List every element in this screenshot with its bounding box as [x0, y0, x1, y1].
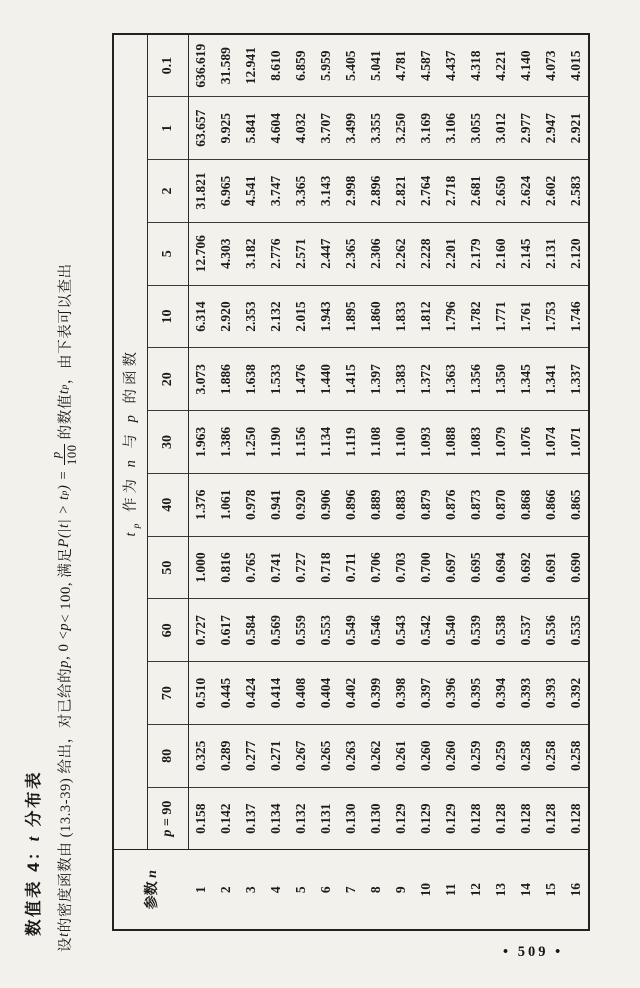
n-row-header: 12	[468, 883, 483, 897]
t-value-cell: 1.250	[239, 411, 264, 474]
t-value-cell: 0.906	[314, 473, 339, 536]
t-value-cell: 1.771	[489, 285, 514, 348]
t-value-cell: 0.261	[389, 724, 414, 787]
t-value-cell: 0.553	[314, 599, 339, 662]
t-value-cell: 0.694	[489, 536, 514, 599]
t-value-cell: 0.543	[389, 599, 414, 662]
t-value-cell: 1.376	[189, 473, 214, 536]
t-value-cell: 1.350	[489, 348, 514, 411]
intro-var-tp-sub: p	[59, 384, 70, 390]
t-value-cell: 4.587	[414, 34, 439, 97]
t-value-cell: 2.132	[264, 285, 289, 348]
t-value-cell: 3.073	[189, 348, 214, 411]
intro-var-p: p	[56, 659, 73, 668]
intro-text: ，由下表可以查出	[58, 263, 75, 385]
t-value-cell: 31.589	[214, 34, 239, 97]
t-distribution-table	[112, 33, 590, 931]
t-value-cell: 1.079	[489, 411, 514, 474]
t-value-cell: 1.476	[289, 348, 314, 411]
intro-var-t: t	[56, 932, 73, 937]
t-value-cell: 0.445	[214, 662, 239, 725]
t-value-cell: 1.074	[539, 411, 564, 474]
t-value-cell: 0.132	[289, 787, 314, 850]
table-row	[389, 34, 414, 930]
t-value-cell: 2.228	[414, 222, 439, 285]
t-value-cell: 1.895	[339, 285, 364, 348]
t-value-cell: 2.977	[514, 97, 539, 160]
t-value-cell: 0.393	[514, 662, 539, 725]
t-value-cell: 0.538	[489, 599, 514, 662]
p-header-row	[148, 34, 189, 930]
t-value-cell: 1.119	[339, 411, 364, 474]
t-value-cell: 0.584	[239, 599, 264, 662]
t-value-cell: 4.073	[539, 34, 564, 97]
t-value-cell: 1.337	[564, 348, 589, 411]
t-value-cell: 0.537	[514, 599, 539, 662]
t-value-cell: 636.619	[189, 34, 214, 97]
t-value-cell: 1.386	[214, 411, 239, 474]
t-value-cell: 2.145	[514, 222, 539, 285]
p-col-header: 2	[148, 160, 189, 223]
t-value-cell: 1.963	[189, 411, 214, 474]
t-value-cell: 0.402	[339, 662, 364, 725]
t-value-cell: 0.692	[514, 536, 539, 599]
t-value-cell: 0.703	[389, 536, 414, 599]
t-value-cell: 0.542	[414, 599, 439, 662]
t-value-cell: 0.889	[364, 473, 389, 536]
t-value-cell: 0.718	[314, 536, 339, 599]
t-value-cell: 2.624	[514, 160, 539, 223]
t-value-cell: 0.536	[539, 599, 564, 662]
table-row	[439, 34, 464, 930]
intro-text: 的密度函数由 (13.3-39) 给出，对已给的	[58, 667, 75, 933]
t-value-cell: 2.353	[239, 285, 264, 348]
t-value-cell: 31.821	[189, 160, 214, 223]
t-value-cell: 0.978	[239, 473, 264, 536]
t-value-cell: 0.404	[314, 662, 339, 725]
t-value-cell: 0.258	[514, 724, 539, 787]
t-value-cell: 0.130	[339, 787, 364, 850]
intro-var-p: p	[56, 622, 73, 631]
t-value-cell: 3.499	[339, 97, 364, 160]
t-value-cell: 4.604	[264, 97, 289, 160]
intro-text: < 100, 满足	[58, 547, 75, 623]
p-col-header: 10	[148, 285, 189, 348]
t-value-cell: 3.355	[364, 97, 389, 160]
t-value-cell: 0.263	[339, 724, 364, 787]
p-col-header: 60	[148, 599, 189, 662]
t-value-cell: 0.393	[539, 662, 564, 725]
t-value-cell: 4.781	[389, 34, 414, 97]
t-value-cell: 2.447	[314, 222, 339, 285]
span-header-text: 的函数	[123, 348, 140, 412]
t-value-cell: 6.965	[214, 160, 239, 223]
table-row	[339, 34, 364, 930]
intro-text: , 0 <	[56, 630, 73, 660]
t-value-cell: 1.886	[214, 348, 239, 411]
t-value-cell: 3.747	[264, 160, 289, 223]
t-value-cell: 0.870	[489, 473, 514, 536]
t-value-cell: 0.128	[539, 787, 564, 850]
t-value-cell: 0.424	[239, 662, 264, 725]
table-row	[489, 34, 514, 930]
span-header-sub: p	[131, 519, 142, 529]
n-row-header: 4	[268, 886, 283, 894]
t-value-cell: 1.076	[514, 411, 539, 474]
t-value-cell: 1.093	[414, 411, 439, 474]
table-row	[264, 34, 289, 930]
t-value-cell: 0.271	[264, 724, 289, 787]
t-value-cell: 5.041	[364, 34, 389, 97]
t-value-cell: 0.128	[514, 787, 539, 850]
n-row-header: 11	[443, 883, 458, 897]
t-value-cell: 0.259	[489, 724, 514, 787]
t-value-cell: 1.397	[364, 348, 389, 411]
t-value-cell: 2.120	[564, 222, 589, 285]
table-title-suffix: 分布表	[25, 770, 43, 835]
t-value-cell: 0.883	[389, 473, 414, 536]
t-value-cell: 0.265	[314, 724, 339, 787]
intro-text: 设	[58, 936, 75, 952]
t-value-cell: 1.383	[389, 348, 414, 411]
t-value-cell: 0.158	[189, 787, 214, 850]
corner-label: 参数	[145, 877, 161, 910]
t-value-cell: 2.015	[289, 285, 314, 348]
table-row	[364, 34, 389, 930]
t-value-cell: 2.998	[339, 160, 364, 223]
t-value-cell: 0.277	[239, 724, 264, 787]
p-col-header: 20	[148, 348, 189, 411]
corner-n-italic: n	[145, 870, 161, 878]
t-value-cell: 0.695	[464, 536, 489, 599]
span-header-tp-function	[113, 34, 148, 850]
n-row-header: 5	[293, 886, 308, 894]
t-value-cell: 2.921	[564, 97, 589, 160]
t-value-cell: 1.638	[239, 348, 264, 411]
t-value-cell: 1.083	[464, 411, 489, 474]
t-value-cell: 6.859	[289, 34, 314, 97]
t-value-cell: 0.697	[439, 536, 464, 599]
t-value-cell: 2.160	[489, 222, 514, 285]
t-value-cell: 0.727	[289, 536, 314, 599]
t-value-cell: 0.727	[189, 599, 214, 662]
t-value-cell: 1.356	[464, 348, 489, 411]
t-value-cell: 0.130	[364, 787, 389, 850]
table-row	[539, 34, 564, 930]
t-value-cell: 1.088	[439, 411, 464, 474]
t-value-cell: 0.711	[339, 536, 364, 599]
t-value-cell: 3.182	[239, 222, 264, 285]
t-value-cell: 0.706	[364, 536, 389, 599]
t-value-cell: 0.258	[539, 724, 564, 787]
corner-header-parameter-n	[113, 850, 189, 930]
t-value-cell: 3.012	[489, 97, 514, 160]
t-value-cell: 4.303	[214, 222, 239, 285]
t-value-cell: 0.267	[289, 724, 314, 787]
p-col-header: p = 90	[148, 787, 189, 850]
t-value-cell: 0.128	[464, 787, 489, 850]
t-value-cell: 0.920	[289, 473, 314, 536]
t-value-cell: 1.190	[264, 411, 289, 474]
t-value-cell: 2.306	[364, 222, 389, 285]
intro-text: 的数值	[58, 394, 75, 440]
t-value-cell: 0.260	[414, 724, 439, 787]
t-value-cell: 0.559	[289, 599, 314, 662]
t-value-cell: 1.134	[314, 411, 339, 474]
t-value-cell: 2.602	[539, 160, 564, 223]
span-header-n: n	[123, 456, 140, 468]
t-value-cell: 0.395	[464, 662, 489, 725]
n-row-header: 14	[518, 883, 533, 897]
t-value-cell: 1.746	[564, 285, 589, 348]
t-value-cell: 4.541	[239, 160, 264, 223]
t-value-cell: 1.796	[439, 285, 464, 348]
table-row	[214, 34, 239, 930]
page-number: • 509 •	[503, 944, 564, 960]
t-value-cell: 0.129	[389, 787, 414, 850]
span-header-text: 与	[123, 422, 140, 457]
t-value-cell: 2.764	[414, 160, 439, 223]
t-value-cell: 63.657	[189, 97, 214, 160]
t-value-cell: 12.941	[239, 34, 264, 97]
intro-paragraph	[50, 263, 80, 952]
t-value-cell: 5.405	[339, 34, 364, 97]
t-value-cell: 0.262	[364, 724, 389, 787]
t-value-cell: 0.868	[514, 473, 539, 536]
t-value-cell: 0.765	[239, 536, 264, 599]
t-value-cell: 0.879	[414, 473, 439, 536]
n-row-header: 8	[368, 886, 383, 894]
t-value-cell: 1.833	[389, 285, 414, 348]
t-value-cell: 1.108	[364, 411, 389, 474]
t-value-cell: 4.140	[514, 34, 539, 97]
t-value-cell: 3.143	[314, 160, 339, 223]
t-value-cell: 3.106	[439, 97, 464, 160]
intro-var-tp: t	[56, 389, 73, 395]
t-value-cell: 1.341	[539, 348, 564, 411]
t-value-cell: 0.941	[264, 473, 289, 536]
span-header-p: p	[123, 411, 140, 423]
t-value-cell: 4.015	[564, 34, 589, 97]
n-row-header: 3	[243, 886, 258, 894]
span-header-t: t	[123, 528, 140, 537]
t-value-cell: 2.920	[214, 285, 239, 348]
n-row-header: 9	[393, 886, 408, 894]
t-value-cell: 6.314	[189, 285, 214, 348]
t-value-cell: 2.262	[389, 222, 414, 285]
t-value-cell: 0.397	[414, 662, 439, 725]
t-value-cell: 1.761	[514, 285, 539, 348]
t-value-cell: 0.128	[564, 787, 589, 850]
t-value-cell: 1.782	[464, 285, 489, 348]
table-row	[514, 34, 539, 930]
table-body	[189, 34, 589, 930]
t-value-cell: 1.372	[414, 348, 439, 411]
p-col-header: 70	[148, 662, 189, 725]
t-value-cell: 4.221	[489, 34, 514, 97]
t-value-cell: 0.873	[464, 473, 489, 536]
n-row-header: 13	[493, 883, 508, 897]
t-value-cell: 0.137	[239, 787, 264, 850]
t-value-cell: 2.681	[464, 160, 489, 223]
span-header-text: 作为	[123, 467, 140, 520]
t-value-cell: 4.437	[439, 34, 464, 97]
t-value-cell: 2.718	[439, 160, 464, 223]
t-value-cell: 0.700	[414, 536, 439, 599]
n-row-header: 2	[218, 886, 233, 894]
span-header-row	[113, 34, 148, 930]
t-value-cell: 0.399	[364, 662, 389, 725]
t-value-cell: 0.546	[364, 599, 389, 662]
fraction-denominator: 100	[64, 444, 79, 465]
t-value-cell: 0.392	[564, 662, 589, 725]
t-value-cell: 0.741	[264, 536, 289, 599]
t-value-cell: 0.549	[339, 599, 364, 662]
p-col-header: 50	[148, 536, 189, 599]
t-value-cell: 4.318	[464, 34, 489, 97]
t-value-cell: 0.142	[214, 787, 239, 850]
n-row-header: 7	[343, 886, 358, 894]
t-value-cell: 0.259	[464, 724, 489, 787]
t-value-cell: 0.896	[339, 473, 364, 536]
table-row	[189, 34, 214, 930]
table-title-prefix: 数值表 4：	[25, 841, 43, 936]
p-over-100-fraction	[50, 444, 80, 465]
t-value-cell: 0.540	[439, 599, 464, 662]
t-value-cell: 5.841	[239, 97, 264, 160]
n-row-header: 6	[318, 886, 333, 894]
table-row	[414, 34, 439, 930]
t-value-cell: 0.569	[264, 599, 289, 662]
t-value-cell: 1.860	[364, 285, 389, 348]
t-value-cell: 0.816	[214, 536, 239, 599]
n-row-header: 16	[567, 883, 583, 897]
t-value-cell: 0.131	[314, 787, 339, 850]
t-value-cell: 0.325	[189, 724, 214, 787]
n-row-header: 15	[543, 883, 558, 897]
fraction-numerator: p	[50, 444, 65, 465]
t-value-cell: 2.179	[464, 222, 489, 285]
t-value-cell: 0.289	[214, 724, 239, 787]
table-row	[314, 34, 339, 930]
t-value-cell: 2.131	[539, 222, 564, 285]
t-value-cell: 1.363	[439, 348, 464, 411]
p-col-header: 5	[148, 222, 189, 285]
t-value-cell: 9.925	[214, 97, 239, 160]
t-value-cell: 12.706	[189, 222, 214, 285]
t-value-cell: 0.510	[189, 662, 214, 725]
t-value-cell: 1.061	[214, 473, 239, 536]
t-value-cell: 4.032	[289, 97, 314, 160]
t-value-cell: 1.100	[389, 411, 414, 474]
t-value-cell: 2.896	[364, 160, 389, 223]
t-value-cell: 1.753	[539, 285, 564, 348]
t-value-cell: 1.440	[314, 348, 339, 411]
p-col-header: 80	[148, 724, 189, 787]
t-value-cell: 0.408	[289, 662, 314, 725]
t-value-cell: 5.959	[314, 34, 339, 97]
t-value-cell: 0.129	[414, 787, 439, 850]
t-value-cell: 0.876	[439, 473, 464, 536]
t-value-cell: 0.690	[564, 536, 589, 599]
t-value-cell: 2.776	[264, 222, 289, 285]
table-title-t-italic: t	[24, 834, 43, 842]
t-value-cell: 1.345	[514, 348, 539, 411]
equals-sign: ) =	[56, 469, 73, 490]
p-col-header: 0.1	[148, 34, 189, 97]
t-value-cell: 0.617	[214, 599, 239, 662]
t-value-cell: 1.812	[414, 285, 439, 348]
n-row-header: 10	[418, 883, 433, 897]
t-value-cell: 1.943	[314, 285, 339, 348]
t-value-cell: 3.250	[389, 97, 414, 160]
t-value-cell: 0.691	[539, 536, 564, 599]
n-row-header: 1	[193, 886, 208, 894]
t-value-cell: 3.055	[464, 97, 489, 160]
t-value-cell: 1.415	[339, 348, 364, 411]
t-value-cell: 2.571	[289, 222, 314, 285]
t-value-cell: 0.258	[564, 724, 589, 787]
t-value-cell: 0.414	[264, 662, 289, 725]
probability-subscript: p	[59, 489, 70, 496]
t-value-cell: 1.533	[264, 348, 289, 411]
t-value-cell: 0.866	[539, 473, 564, 536]
t-value-cell: 3.365	[289, 160, 314, 223]
table-row	[564, 34, 589, 930]
t-value-cell: 8.610	[264, 34, 289, 97]
t-value-cell: 2.947	[539, 97, 564, 160]
t-value-cell: 1.000	[189, 536, 214, 599]
t-value-cell: 0.134	[264, 787, 289, 850]
t-value-cell: 0.394	[489, 662, 514, 725]
t-value-cell: 0.128	[489, 787, 514, 850]
table-title	[20, 770, 44, 936]
t-value-cell: 1.071	[564, 411, 589, 474]
p-col-header: 40	[148, 473, 189, 536]
t-value-cell: 0.398	[389, 662, 414, 725]
table-row	[464, 34, 489, 930]
t-value-cell: 0.260	[439, 724, 464, 787]
t-value-cell: 0.535	[564, 599, 589, 662]
probability-expression: P(|t| > t	[56, 495, 73, 548]
t-value-cell: 3.169	[414, 97, 439, 160]
table-row	[239, 34, 264, 930]
table-row	[289, 34, 314, 930]
p-col-header: 1	[148, 97, 189, 160]
t-value-cell: 0.396	[439, 662, 464, 725]
t-value-cell: 2.650	[489, 160, 514, 223]
t-value-cell: 2.583	[564, 160, 589, 223]
t-value-cell: 0.539	[464, 599, 489, 662]
t-value-cell: 0.865	[564, 473, 589, 536]
t-value-cell: 2.201	[439, 222, 464, 285]
t-value-cell: 0.129	[439, 787, 464, 850]
t-value-cell: 2.365	[339, 222, 364, 285]
t-value-cell: 2.821	[389, 160, 414, 223]
t-value-cell: 3.707	[314, 97, 339, 160]
p-col-header: 30	[148, 411, 189, 474]
t-value-cell: 1.156	[289, 411, 314, 474]
